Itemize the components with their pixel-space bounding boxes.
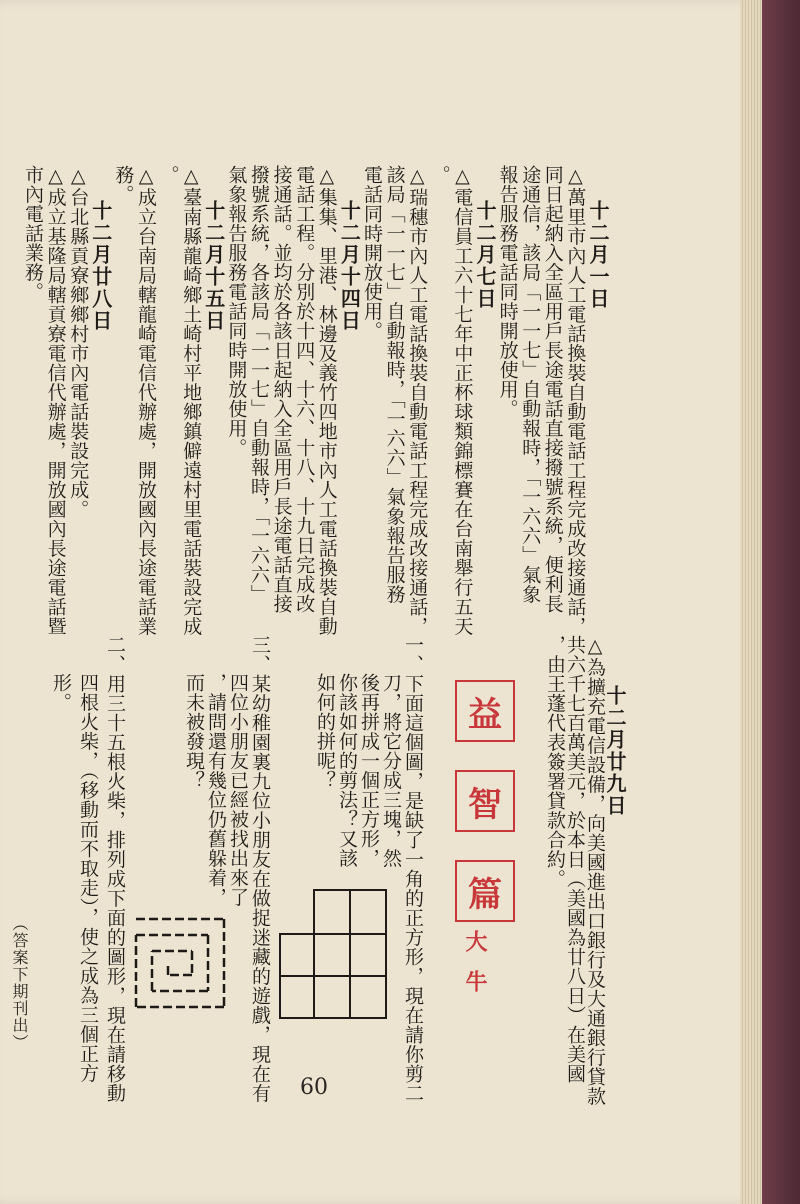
- chronicle-line: △電信員工六十七年中正杯球類錦標賽在台南舉行五天: [451, 165, 474, 636]
- puzzle-1-line: 一、下面這個圖，是缺了一角的正方形，現在請你剪二: [402, 635, 424, 1103]
- chronicle-line: 。: [157, 165, 180, 185]
- chronicle-line: △集集、里港、林邊及義竹四地市內人工電話換裝自動: [315, 165, 338, 636]
- chronicle-line: 撥號系統，各該局「一一七」自動報時，「一六六」: [248, 165, 270, 604]
- puzzle-3-line: 四位小朋友已經被找出來了: [227, 673, 249, 907]
- title-char-3: 篇: [455, 860, 515, 922]
- puzzle-1-line: 你該如何的剪法？又該: [336, 673, 358, 868]
- chronicle-line: △臺南縣龍崎鄉土崎村平地鄉鎮僻遠村里電話裝設完成: [180, 165, 203, 636]
- chronicle-heading: 十二月十四日: [337, 200, 362, 332]
- chronicle-line: ，由王蓬代表簽署貸款合約。: [544, 635, 566, 889]
- puzzle-1-line: 後再拼成一個正方形，: [358, 673, 380, 868]
- title-char-1: 益: [455, 680, 515, 742]
- chronicle-line: 務。: [112, 165, 135, 204]
- cut-square-figure: [278, 888, 388, 1020]
- puzzle-2-line: 二、用三十五根火柴，排列成下面的圖形，現在請移動: [104, 635, 126, 1103]
- chronicle-line: 該局「一一七」自動報時，「一六六」氣象報告服務: [383, 165, 406, 604]
- chronicle-heading: 十二月七日: [473, 200, 497, 310]
- page-number: 60: [300, 1075, 328, 1100]
- chronicle-heading: 十二月廿九日: [603, 685, 627, 817]
- puzzle-title: [455, 680, 515, 920]
- chronicle-line: 電話工程。分別於十四、十六、十八、十九日完成改: [293, 165, 316, 614]
- title-char-2: 智: [455, 770, 515, 832]
- chronicle-line: 氣象報告服務電話同時開放使用。: [225, 165, 248, 458]
- puzzle-author: 大牛: [462, 930, 488, 1010]
- puzzle-2-line: 形。: [50, 673, 72, 712]
- chronicle-line: 。: [428, 165, 451, 185]
- chronicle-line: △為擴充電信設備，向美國進出口銀行及大通銀行貸款: [584, 635, 606, 1106]
- puzzle-3-line: 三、某幼稚園裏九位小朋友在做捉迷藏的遊戲，現在有: [249, 635, 271, 1103]
- puzzle-1-line: 刀，將它分成三塊，然: [380, 673, 402, 868]
- puzzle-3-line: 而未被發現？: [183, 673, 205, 790]
- puzzle-1-line: 如何的拼呢？: [314, 673, 336, 790]
- chronicle-line: 接通話。並均於各該日起納入全區用戶長途電話直接: [270, 165, 293, 614]
- chronicle-line: △瑞穗市內人工電話換裝自動電話工程完成改接通話，: [406, 165, 429, 636]
- chronicle-line: △成立基隆局轄貢寮電信代辦處，開放國內長途電話暨: [44, 165, 67, 636]
- chronicle-line: △萬里市內人工電話換裝自動電話工程完成改接通話，: [564, 165, 587, 636]
- answer-note: （答案下期刊出）: [10, 915, 29, 1051]
- chronicle-line: 電話同時開放使用。: [361, 165, 383, 341]
- chronicle-line: 同日起納入全區用戶長途電話直接撥號系統，便利長: [541, 165, 564, 614]
- chronicle-line: 市內電話業務。: [22, 165, 44, 302]
- chronicle-line: △台北縣貢寮鄉鄉村市內電話裝設完成。: [67, 165, 90, 519]
- chronicle-heading: 十二月十五日: [201, 200, 226, 332]
- chronicle-line: 報告服務電話同時開放使用。: [496, 165, 519, 419]
- puzzle-3-line: ，請問還有幾位仍舊躲着，: [205, 673, 227, 907]
- puzzle-2-line: 四根火柴，（移動而不取走），使之成為三個正方: [77, 673, 99, 1083]
- chronicle-heading: 十二月一日: [586, 200, 610, 310]
- chronicle-line: 共六千七百萬美元，於本日（美國為廿八日）在美國: [564, 635, 586, 1084]
- chronicle-line: 途通信，該局「一一七」自動報時，「一六六」氣象: [519, 165, 542, 604]
- book-cover: [762, 0, 800, 1204]
- chronicle-line: △成立台南局轄龍崎電信代辦處，開放國內長途電話業: [135, 165, 157, 636]
- chronicle-heading: 十二月廿八日: [88, 200, 113, 332]
- matchstick-figure: [132, 915, 232, 1015]
- page-edges: [740, 0, 762, 1204]
